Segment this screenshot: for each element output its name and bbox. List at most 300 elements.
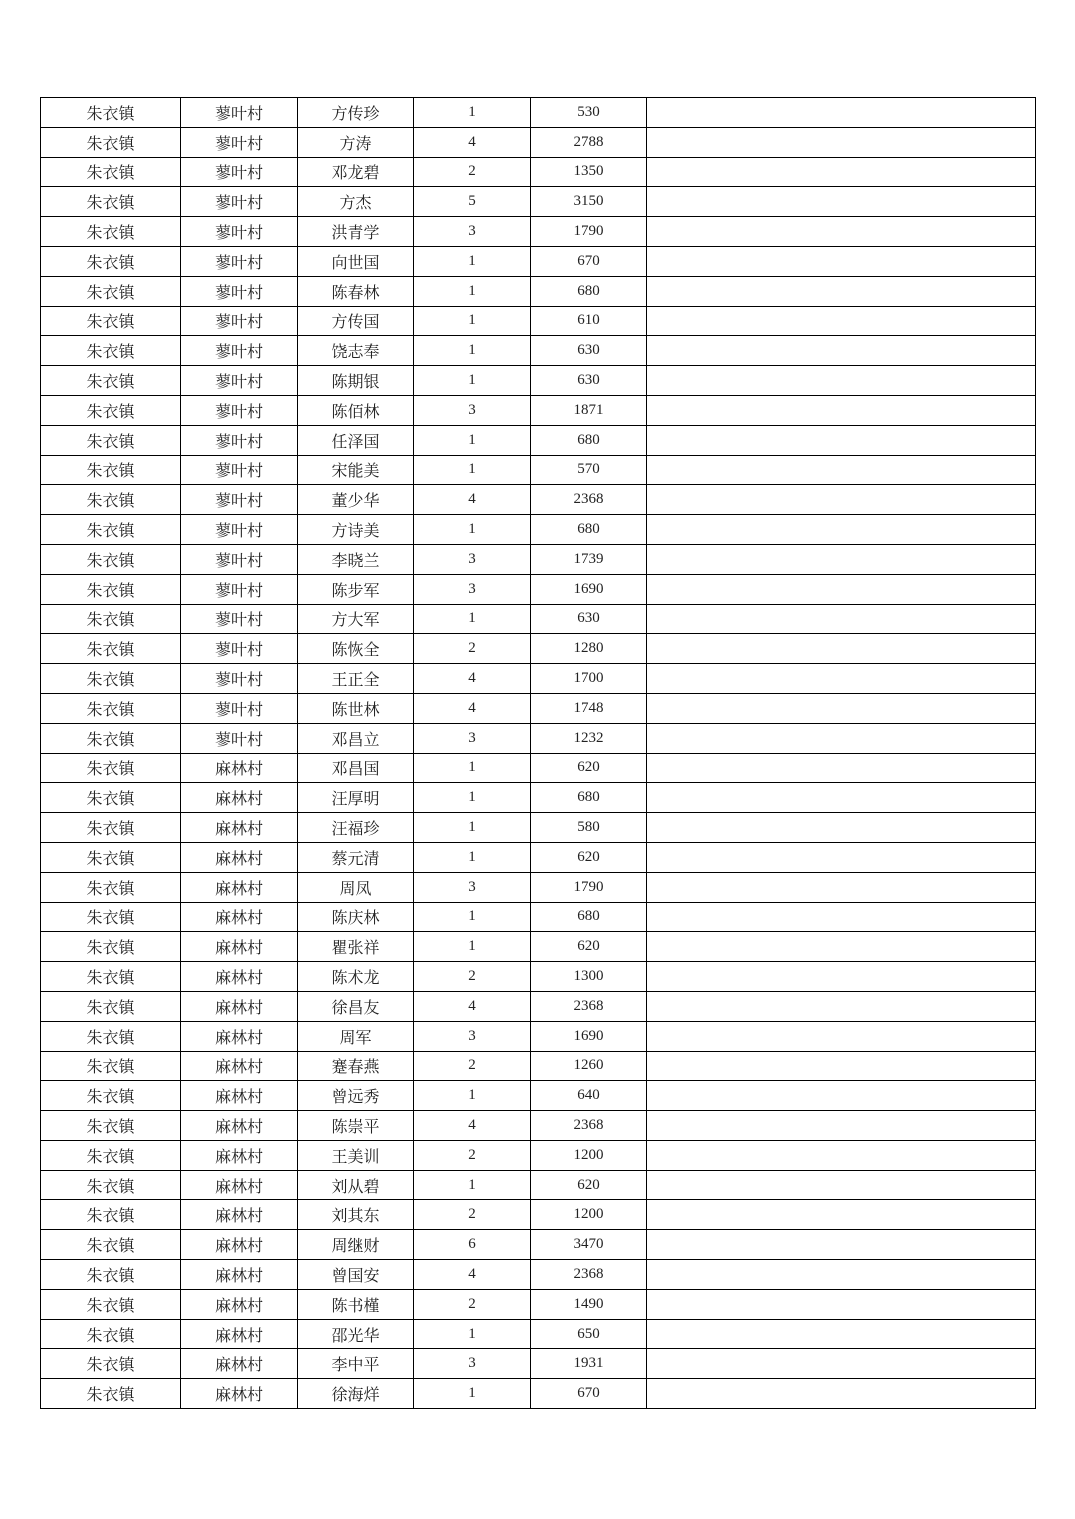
remark-cell <box>647 1170 1036 1200</box>
name-cell: 宋能美 <box>298 455 414 485</box>
table-row <box>41 604 1036 634</box>
town-cell: 朱衣镇 <box>41 98 181 128</box>
table-row <box>41 813 1036 843</box>
town-cell: 朱衣镇 <box>41 1379 181 1409</box>
household-size-cell: 1 <box>414 276 531 306</box>
name-cell: 陈书槿 <box>298 1289 414 1319</box>
name-cell: 蹇春燕 <box>298 1051 414 1081</box>
table-row <box>41 306 1036 336</box>
remark-cell <box>647 783 1036 813</box>
household-size-cell: 2 <box>414 157 531 187</box>
remark-cell <box>647 1319 1036 1349</box>
name-cell: 洪青学 <box>298 217 414 247</box>
table-row <box>41 1319 1036 1349</box>
remark-cell <box>647 842 1036 872</box>
amount-cell: 1350 <box>531 157 647 187</box>
remark-cell <box>647 306 1036 336</box>
remark-cell <box>647 902 1036 932</box>
household-size-cell: 5 <box>414 187 531 217</box>
household-size-cell: 1 <box>414 98 531 128</box>
remark-cell <box>647 664 1036 694</box>
household-size-cell: 2 <box>414 634 531 664</box>
town-cell: 朱衣镇 <box>41 366 181 396</box>
village-cell: 蓼叶村 <box>181 693 298 723</box>
town-cell: 朱衣镇 <box>41 604 181 634</box>
town-cell: 朱衣镇 <box>41 902 181 932</box>
table-row <box>41 842 1036 872</box>
roster-table-body <box>41 98 1036 1409</box>
table-row <box>41 1140 1036 1170</box>
remark-cell <box>647 544 1036 574</box>
table-row <box>41 1170 1036 1200</box>
remark-cell <box>647 753 1036 783</box>
remark-cell <box>647 1230 1036 1260</box>
remark-cell <box>647 1289 1036 1319</box>
village-cell: 蓼叶村 <box>181 604 298 634</box>
remark-cell <box>647 425 1036 455</box>
name-cell: 李中平 <box>298 1349 414 1379</box>
table-row <box>41 544 1036 574</box>
table-row <box>41 157 1036 187</box>
town-cell: 朱衣镇 <box>41 723 181 753</box>
name-cell: 方涛 <box>298 127 414 157</box>
amount-cell: 1300 <box>531 962 647 992</box>
amount-cell: 680 <box>531 902 647 932</box>
village-cell: 麻林村 <box>181 991 298 1021</box>
village-cell: 麻林村 <box>181 1230 298 1260</box>
household-size-cell: 1 <box>414 1379 531 1409</box>
amount-cell: 1931 <box>531 1349 647 1379</box>
remark-cell <box>647 872 1036 902</box>
town-cell: 朱衣镇 <box>41 783 181 813</box>
household-size-cell: 3 <box>414 1021 531 1051</box>
remark-cell <box>647 1021 1036 1051</box>
amount-cell: 630 <box>531 604 647 634</box>
town-cell: 朱衣镇 <box>41 336 181 366</box>
table-row <box>41 1289 1036 1319</box>
amount-cell: 530 <box>531 98 647 128</box>
household-size-cell: 1 <box>414 366 531 396</box>
name-cell: 瞿张祥 <box>298 932 414 962</box>
name-cell: 王正全 <box>298 664 414 694</box>
name-cell: 方传国 <box>298 306 414 336</box>
table-row <box>41 1230 1036 1260</box>
name-cell: 周凤 <box>298 872 414 902</box>
table-row <box>41 1051 1036 1081</box>
table-row <box>41 98 1036 128</box>
table-row <box>41 1260 1036 1290</box>
household-size-cell: 1 <box>414 425 531 455</box>
amount-cell: 2368 <box>531 1111 647 1141</box>
village-cell: 蓼叶村 <box>181 336 298 366</box>
name-cell: 邓昌立 <box>298 723 414 753</box>
village-cell: 麻林村 <box>181 783 298 813</box>
village-cell: 蓼叶村 <box>181 664 298 694</box>
name-cell: 陈佰林 <box>298 395 414 425</box>
village-cell: 麻林村 <box>181 1170 298 1200</box>
table-row <box>41 366 1036 396</box>
remark-cell <box>647 395 1036 425</box>
village-cell: 麻林村 <box>181 962 298 992</box>
amount-cell: 1690 <box>531 1021 647 1051</box>
amount-cell: 630 <box>531 366 647 396</box>
remark-cell <box>647 485 1036 515</box>
table-row <box>41 783 1036 813</box>
village-cell: 蓼叶村 <box>181 485 298 515</box>
town-cell: 朱衣镇 <box>41 872 181 902</box>
amount-cell: 1260 <box>531 1051 647 1081</box>
amount-cell: 1690 <box>531 574 647 604</box>
village-cell: 麻林村 <box>181 932 298 962</box>
amount-cell: 1700 <box>531 664 647 694</box>
town-cell: 朱衣镇 <box>41 1200 181 1230</box>
town-cell: 朱衣镇 <box>41 515 181 545</box>
household-size-cell: 3 <box>414 1349 531 1379</box>
table-row <box>41 217 1036 247</box>
household-size-cell: 2 <box>414 1140 531 1170</box>
amount-cell: 2368 <box>531 1260 647 1290</box>
table-row <box>41 455 1036 485</box>
village-cell: 蓼叶村 <box>181 515 298 545</box>
household-size-cell: 1 <box>414 455 531 485</box>
town-cell: 朱衣镇 <box>41 395 181 425</box>
remark-cell <box>647 604 1036 634</box>
village-cell: 麻林村 <box>181 1081 298 1111</box>
name-cell: 方诗美 <box>298 515 414 545</box>
remark-cell <box>647 723 1036 753</box>
remark-cell <box>647 276 1036 306</box>
village-cell: 麻林村 <box>181 1200 298 1230</box>
town-cell: 朱衣镇 <box>41 1349 181 1379</box>
name-cell: 方杰 <box>298 187 414 217</box>
amount-cell: 2368 <box>531 991 647 1021</box>
table-row <box>41 634 1036 664</box>
table-row <box>41 753 1036 783</box>
name-cell: 陈期银 <box>298 366 414 396</box>
name-cell: 邓龙碧 <box>298 157 414 187</box>
remark-cell <box>647 574 1036 604</box>
amount-cell: 1748 <box>531 693 647 723</box>
amount-cell: 620 <box>531 753 647 783</box>
village-cell: 蓼叶村 <box>181 276 298 306</box>
village-cell: 蓼叶村 <box>181 574 298 604</box>
remark-cell <box>647 1140 1036 1170</box>
town-cell: 朱衣镇 <box>41 485 181 515</box>
village-cell: 麻林村 <box>181 1349 298 1379</box>
name-cell: 任泽国 <box>298 425 414 455</box>
town-cell: 朱衣镇 <box>41 664 181 694</box>
household-size-cell: 4 <box>414 991 531 1021</box>
amount-cell: 680 <box>531 515 647 545</box>
household-size-cell: 1 <box>414 1319 531 1349</box>
remark-cell <box>647 1081 1036 1111</box>
town-cell: 朱衣镇 <box>41 1289 181 1319</box>
name-cell: 蔡元清 <box>298 842 414 872</box>
village-cell: 蓼叶村 <box>181 127 298 157</box>
table-row <box>41 1200 1036 1230</box>
household-size-cell: 4 <box>414 1111 531 1141</box>
name-cell: 周继财 <box>298 1230 414 1260</box>
table-row <box>41 932 1036 962</box>
amount-cell: 1790 <box>531 217 647 247</box>
town-cell: 朱衣镇 <box>41 187 181 217</box>
name-cell: 向世国 <box>298 246 414 276</box>
village-cell: 麻林村 <box>181 813 298 843</box>
village-cell: 蓼叶村 <box>181 395 298 425</box>
table-row <box>41 1021 1036 1051</box>
remark-cell <box>647 157 1036 187</box>
town-cell: 朱衣镇 <box>41 455 181 485</box>
table-row <box>41 664 1036 694</box>
town-cell: 朱衣镇 <box>41 306 181 336</box>
household-size-cell: 4 <box>414 1260 531 1290</box>
amount-cell: 2368 <box>531 485 647 515</box>
village-cell: 麻林村 <box>181 1111 298 1141</box>
town-cell: 朱衣镇 <box>41 693 181 723</box>
village-cell: 麻林村 <box>181 1379 298 1409</box>
village-cell: 麻林村 <box>181 842 298 872</box>
table-row <box>41 515 1036 545</box>
table-row <box>41 246 1036 276</box>
village-cell: 麻林村 <box>181 1289 298 1319</box>
remark-cell <box>647 1260 1036 1290</box>
name-cell: 徐昌友 <box>298 991 414 1021</box>
town-cell: 朱衣镇 <box>41 1170 181 1200</box>
name-cell: 王美训 <box>298 1140 414 1170</box>
town-cell: 朱衣镇 <box>41 157 181 187</box>
town-cell: 朱衣镇 <box>41 813 181 843</box>
amount-cell: 1790 <box>531 872 647 902</box>
table-row <box>41 485 1036 515</box>
town-cell: 朱衣镇 <box>41 634 181 664</box>
amount-cell: 670 <box>531 1379 647 1409</box>
household-size-cell: 1 <box>414 306 531 336</box>
village-cell: 麻林村 <box>181 1319 298 1349</box>
household-size-cell: 1 <box>414 604 531 634</box>
village-cell: 蓼叶村 <box>181 455 298 485</box>
name-cell: 董少华 <box>298 485 414 515</box>
amount-cell: 680 <box>531 425 647 455</box>
remark-cell <box>647 813 1036 843</box>
name-cell: 汪厚明 <box>298 783 414 813</box>
remark-cell <box>647 932 1036 962</box>
town-cell: 朱衣镇 <box>41 127 181 157</box>
name-cell: 曾国安 <box>298 1260 414 1290</box>
town-cell: 朱衣镇 <box>41 1260 181 1290</box>
household-size-cell: 3 <box>414 574 531 604</box>
remark-cell <box>647 217 1036 247</box>
remark-cell <box>647 991 1036 1021</box>
amount-cell: 670 <box>531 246 647 276</box>
name-cell: 陈庆林 <box>298 902 414 932</box>
amount-cell: 3150 <box>531 187 647 217</box>
remark-cell <box>647 455 1036 485</box>
table-row <box>41 1081 1036 1111</box>
table-row <box>41 187 1036 217</box>
village-cell: 麻林村 <box>181 902 298 932</box>
town-cell: 朱衣镇 <box>41 962 181 992</box>
name-cell: 刘其东 <box>298 1200 414 1230</box>
household-size-cell: 3 <box>414 872 531 902</box>
table-row <box>41 425 1036 455</box>
household-size-cell: 1 <box>414 515 531 545</box>
amount-cell: 620 <box>531 842 647 872</box>
amount-cell: 1490 <box>531 1289 647 1319</box>
name-cell: 陈恢全 <box>298 634 414 664</box>
remark-cell <box>647 693 1036 723</box>
remark-cell <box>647 187 1036 217</box>
amount-cell: 1871 <box>531 395 647 425</box>
village-cell: 麻林村 <box>181 753 298 783</box>
remark-cell <box>647 962 1036 992</box>
town-cell: 朱衣镇 <box>41 932 181 962</box>
household-size-cell: 1 <box>414 753 531 783</box>
town-cell: 朱衣镇 <box>41 842 181 872</box>
name-cell: 方大军 <box>298 604 414 634</box>
household-size-cell: 2 <box>414 1200 531 1230</box>
village-cell: 蓼叶村 <box>181 366 298 396</box>
remark-cell <box>647 127 1036 157</box>
table-row <box>41 1379 1036 1409</box>
village-cell: 麻林村 <box>181 872 298 902</box>
amount-cell: 680 <box>531 276 647 306</box>
amount-cell: 580 <box>531 813 647 843</box>
village-cell: 蓼叶村 <box>181 217 298 247</box>
household-size-cell: 3 <box>414 395 531 425</box>
remark-cell <box>647 1051 1036 1081</box>
remark-cell <box>647 246 1036 276</box>
remark-cell <box>647 366 1036 396</box>
table-row <box>41 395 1036 425</box>
name-cell: 邓昌国 <box>298 753 414 783</box>
town-cell: 朱衣镇 <box>41 544 181 574</box>
village-cell: 蓼叶村 <box>181 187 298 217</box>
household-size-cell: 1 <box>414 902 531 932</box>
amount-cell: 1200 <box>531 1140 647 1170</box>
name-cell: 邵光华 <box>298 1319 414 1349</box>
table-row <box>41 336 1036 366</box>
amount-cell: 3470 <box>531 1230 647 1260</box>
name-cell: 李晓兰 <box>298 544 414 574</box>
amount-cell: 1280 <box>531 634 647 664</box>
household-size-cell: 3 <box>414 544 531 574</box>
household-size-cell: 3 <box>414 723 531 753</box>
name-cell: 汪福珍 <box>298 813 414 843</box>
household-size-cell: 2 <box>414 1051 531 1081</box>
name-cell: 陈崇平 <box>298 1111 414 1141</box>
table-row <box>41 127 1036 157</box>
amount-cell: 650 <box>531 1319 647 1349</box>
household-size-cell: 1 <box>414 783 531 813</box>
amount-cell: 1232 <box>531 723 647 753</box>
household-size-cell: 4 <box>414 485 531 515</box>
household-size-cell: 1 <box>414 246 531 276</box>
household-size-cell: 1 <box>414 842 531 872</box>
town-cell: 朱衣镇 <box>41 991 181 1021</box>
table-row <box>41 872 1036 902</box>
village-cell: 蓼叶村 <box>181 544 298 574</box>
table-row <box>41 693 1036 723</box>
remark-cell <box>647 1200 1036 1230</box>
town-cell: 朱衣镇 <box>41 1081 181 1111</box>
town-cell: 朱衣镇 <box>41 217 181 247</box>
remark-cell <box>647 1111 1036 1141</box>
village-cell: 蓼叶村 <box>181 246 298 276</box>
amount-cell: 630 <box>531 336 647 366</box>
remark-cell <box>647 336 1036 366</box>
household-size-cell: 1 <box>414 336 531 366</box>
name-cell: 陈术龙 <box>298 962 414 992</box>
village-cell: 蓼叶村 <box>181 425 298 455</box>
table-row <box>41 574 1036 604</box>
table-row <box>41 276 1036 306</box>
name-cell: 周军 <box>298 1021 414 1051</box>
name-cell: 饶志奉 <box>298 336 414 366</box>
name-cell: 陈世林 <box>298 693 414 723</box>
name-cell: 曾远秀 <box>298 1081 414 1111</box>
household-size-cell: 6 <box>414 1230 531 1260</box>
town-cell: 朱衣镇 <box>41 276 181 306</box>
amount-cell: 1200 <box>531 1200 647 1230</box>
town-cell: 朱衣镇 <box>41 1140 181 1170</box>
roster-table <box>40 97 1036 1409</box>
town-cell: 朱衣镇 <box>41 425 181 455</box>
village-cell: 蓼叶村 <box>181 98 298 128</box>
household-size-cell: 3 <box>414 217 531 247</box>
town-cell: 朱衣镇 <box>41 1319 181 1349</box>
village-cell: 麻林村 <box>181 1140 298 1170</box>
village-cell: 蓼叶村 <box>181 723 298 753</box>
name-cell: 徐海烊 <box>298 1379 414 1409</box>
remark-cell <box>647 1379 1036 1409</box>
amount-cell: 620 <box>531 1170 647 1200</box>
remark-cell <box>647 98 1036 128</box>
household-size-cell: 4 <box>414 664 531 694</box>
town-cell: 朱衣镇 <box>41 1051 181 1081</box>
town-cell: 朱衣镇 <box>41 753 181 783</box>
village-cell: 蓼叶村 <box>181 634 298 664</box>
town-cell: 朱衣镇 <box>41 1230 181 1260</box>
household-size-cell: 4 <box>414 693 531 723</box>
village-cell: 麻林村 <box>181 1260 298 1290</box>
table-row <box>41 902 1036 932</box>
village-cell: 蓼叶村 <box>181 157 298 187</box>
name-cell: 刘从碧 <box>298 1170 414 1200</box>
household-size-cell: 1 <box>414 813 531 843</box>
amount-cell: 620 <box>531 932 647 962</box>
amount-cell: 610 <box>531 306 647 336</box>
name-cell: 陈步军 <box>298 574 414 604</box>
household-size-cell: 2 <box>414 962 531 992</box>
name-cell: 陈春林 <box>298 276 414 306</box>
village-cell: 麻林村 <box>181 1051 298 1081</box>
remark-cell <box>647 1349 1036 1379</box>
household-size-cell: 1 <box>414 1081 531 1111</box>
household-size-cell: 1 <box>414 932 531 962</box>
town-cell: 朱衣镇 <box>41 246 181 276</box>
name-cell: 方传珍 <box>298 98 414 128</box>
amount-cell: 640 <box>531 1081 647 1111</box>
village-cell: 麻林村 <box>181 1021 298 1051</box>
amount-cell: 2788 <box>531 127 647 157</box>
remark-cell <box>647 515 1036 545</box>
table-row <box>41 723 1036 753</box>
town-cell: 朱衣镇 <box>41 1021 181 1051</box>
household-size-cell: 1 <box>414 1170 531 1200</box>
amount-cell: 570 <box>531 455 647 485</box>
table-row <box>41 962 1036 992</box>
household-size-cell: 4 <box>414 127 531 157</box>
